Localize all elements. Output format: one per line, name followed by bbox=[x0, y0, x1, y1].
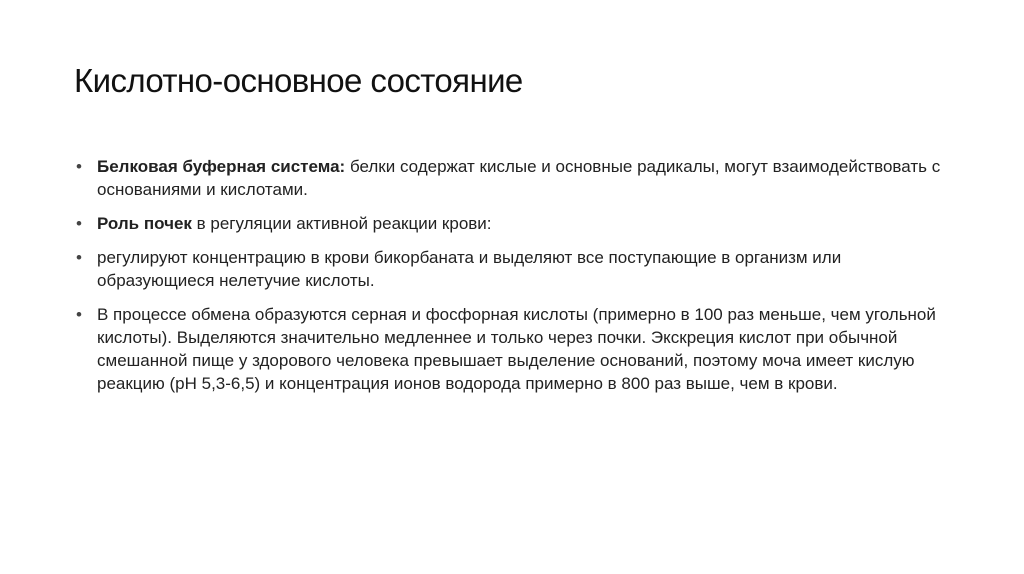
bullet-text: В процессе обмена образуются серная и фосфорная кислоты (примерно в 100 раз меньше, чем угольной кислоты). Выделяются значительно медленнее и только через почки. Экскреция кислот при обычной смешанной пище у здорового человека превышает выделение оснований, поэтому моча имеет кислую реакцию (рН 5,3-6,5) и концентрация ионов водорода примерно в 800 раз выше, чем в крови. bbox=[97, 305, 936, 393]
bullet-item bbox=[76, 155, 956, 201]
bullet-bold-text: Роль почек bbox=[97, 214, 192, 233]
bullet-list bbox=[76, 155, 956, 406]
bullet-item bbox=[76, 303, 956, 395]
bullet-item bbox=[76, 212, 956, 235]
bullet-text: в регуляции активной реакции крови: bbox=[191, 214, 492, 233]
bullet-dot-icon: • bbox=[76, 305, 82, 324]
slide-title: Кислотно-основное состояние bbox=[74, 62, 523, 99]
bullet-dot-icon: • bbox=[76, 248, 82, 267]
bullet-bold-text: Белковая буферная система: bbox=[97, 157, 346, 176]
bullet-dot-icon: • bbox=[76, 157, 82, 176]
bullet-text: регулируют концентрацию в крови бикорбаната и выделяют все поступающие в организм или образующиеся нелетучие кислоты. bbox=[97, 248, 842, 290]
bullet-item bbox=[76, 246, 956, 292]
bullet-text: белки содержат кислые и основные радикалы, могут взаимодействовать с основаниями и кислотами. bbox=[97, 157, 941, 199]
bullet-dot-icon: • bbox=[76, 214, 82, 233]
